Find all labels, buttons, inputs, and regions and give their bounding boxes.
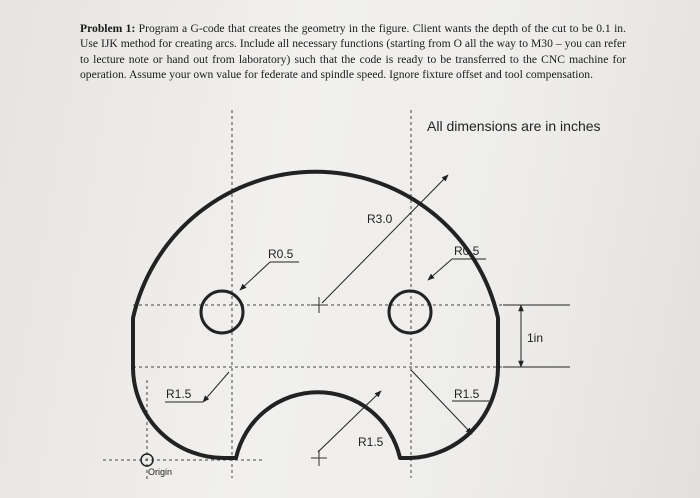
leader-r-hole-right <box>428 259 452 280</box>
leader-r-hole-left <box>240 262 270 290</box>
leader-r-outer <box>322 175 448 303</box>
label-r-outer: R3.0 <box>367 212 393 226</box>
label-1in: 1in <box>527 331 544 345</box>
label-origin: Origin <box>148 467 173 477</box>
label-r-corner-left: R1.5 <box>166 387 192 401</box>
hole-right <box>389 291 431 333</box>
leader-r-corner-right <box>411 370 472 434</box>
center-marks <box>311 297 327 466</box>
label-r-hole-right: R0.5 <box>454 244 480 258</box>
problem-heading: Problem 1: <box>80 22 136 35</box>
label-r-corner-right: R1.5 <box>454 387 480 401</box>
part-outline <box>133 172 498 458</box>
centerlines <box>103 110 570 480</box>
label-r-inner-arc: R1.5 <box>358 435 384 449</box>
units-note: All dimensions are in inches <box>427 118 601 134</box>
leader-r-corner-left <box>203 372 229 402</box>
problem-text: Program a G-code that creates the geometry in the figure. Client wants the depth of the cut to be 0.1 in. Use IJK method for creating arcs. Include all necessary functions (starting from O all the way to M30 – you can refer to lecture note or hand out from laboratory) such that the code is ready to be transferred to the CNC machine for operation. Assume your own value for federate and spindle speed. Ignore fixture offset and tool compensation. <box>80 22 626 82</box>
label-r-hole-left: R0.5 <box>268 247 294 261</box>
hole-left <box>201 291 243 333</box>
